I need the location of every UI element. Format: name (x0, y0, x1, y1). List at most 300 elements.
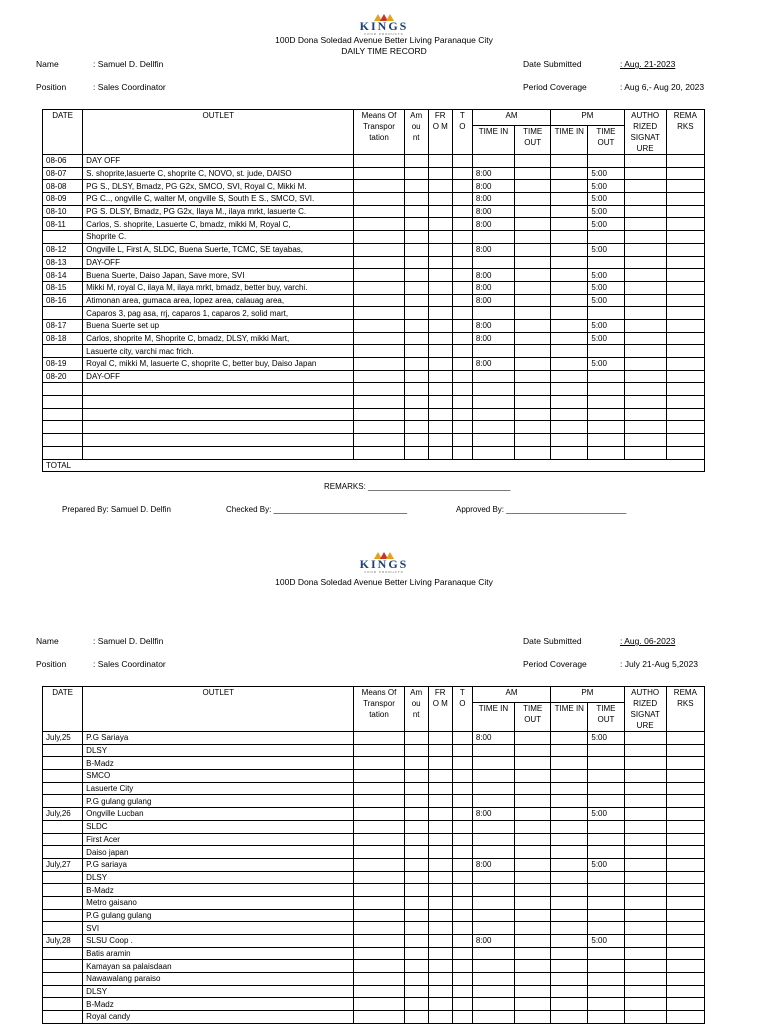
row-remarks (666, 732, 704, 745)
row-date (43, 998, 83, 1011)
row-from (428, 446, 452, 459)
row-means (354, 770, 404, 783)
row-date (43, 744, 83, 757)
row-date: 08-12 (43, 243, 83, 256)
row-to (452, 155, 472, 168)
row-amount (404, 345, 428, 358)
row-am-time-in: 8:00 (472, 332, 514, 345)
row-from (428, 358, 452, 371)
row-amount (404, 281, 428, 294)
time-record-table (42, 109, 705, 472)
table-row (43, 770, 705, 783)
row-means (354, 205, 404, 218)
row-amount (404, 858, 428, 871)
row-from (428, 757, 452, 770)
row-from (428, 421, 452, 434)
row-pm-time-in (551, 205, 588, 218)
row-amount (404, 269, 428, 282)
row-outlet: Mikki M, royal C, ilaya M, ilaya mrkt, bmadz, better buy, varchi. (83, 281, 354, 294)
row-from (428, 307, 452, 320)
row-means (354, 782, 404, 795)
date-submitted-value-2: : Aug. 06-2023 (620, 636, 676, 646)
col-pm-time-in: TIME IN (551, 125, 588, 154)
row-auth (624, 795, 666, 808)
row-pm-time-out (588, 846, 624, 859)
row-am-time-in (472, 896, 514, 909)
col-pm-time-in: TIME IN (551, 702, 588, 731)
row-am-time-in (472, 770, 514, 783)
table-row (43, 846, 705, 859)
row-to (452, 757, 472, 770)
row-means (354, 808, 404, 821)
row-am-time-out (515, 408, 551, 421)
row-remarks (666, 205, 704, 218)
row-amount (404, 909, 428, 922)
table-row (43, 732, 705, 745)
row-from (428, 947, 452, 960)
row-date: 08-08 (43, 180, 83, 193)
row-date (43, 985, 83, 998)
row-pm-time-out: 5:00 (588, 319, 624, 332)
row-date (43, 408, 83, 421)
row-remarks (666, 358, 704, 371)
row-date: 08-14 (43, 269, 83, 282)
crown-icon (352, 552, 416, 559)
row-from (428, 744, 452, 757)
row-means (354, 846, 404, 859)
col-pm: PM (551, 110, 624, 126)
row-pm-time-in (551, 770, 588, 783)
table-row (43, 808, 705, 821)
row-pm-time-out (588, 446, 624, 459)
row-date (43, 884, 83, 897)
row-pm-time-in (551, 935, 588, 948)
row-amount (404, 408, 428, 421)
crown-icon (352, 14, 416, 21)
row-remarks (666, 795, 704, 808)
row-remarks (666, 884, 704, 897)
row-date: 08-18 (43, 332, 83, 345)
row-means (354, 193, 404, 206)
row-from (428, 155, 452, 168)
row-auth (624, 1011, 666, 1024)
total-row: TOTAL (43, 459, 705, 472)
row-am-time-in (472, 960, 514, 973)
row-am-time-out (515, 808, 551, 821)
row-from (428, 770, 452, 783)
row-amount (404, 808, 428, 821)
row-remarks (666, 909, 704, 922)
row-from (428, 218, 452, 231)
row-from (428, 985, 452, 998)
row-amount (404, 871, 428, 884)
row-remarks (666, 307, 704, 320)
row-pm-time-out (588, 973, 624, 986)
row-pm-time-out (588, 370, 624, 383)
row-to (452, 960, 472, 973)
row-to (452, 358, 472, 371)
row-to (452, 421, 472, 434)
row-remarks (666, 383, 704, 396)
row-date: July,25 (43, 732, 83, 745)
row-pm-time-in (551, 434, 588, 447)
row-outlet (83, 421, 354, 434)
col-remarks: REMA RKS (666, 110, 704, 155)
row-am-time-out (515, 960, 551, 973)
row-am-time-in (472, 231, 514, 244)
row-means (354, 795, 404, 808)
row-date (43, 833, 83, 846)
row-amount (404, 833, 428, 846)
row-from (428, 180, 452, 193)
row-to (452, 243, 472, 256)
row-date (43, 434, 83, 447)
row-remarks (666, 1011, 704, 1024)
row-pm-time-out (588, 795, 624, 808)
table-row (43, 345, 705, 358)
col-am: AM (472, 110, 550, 126)
row-remarks (666, 193, 704, 206)
row-auth (624, 294, 666, 307)
row-outlet: First Acer (83, 833, 354, 846)
row-auth (624, 909, 666, 922)
row-remarks (666, 935, 704, 948)
row-am-time-in (472, 871, 514, 884)
row-date (43, 896, 83, 909)
row-auth (624, 846, 666, 859)
form-title: DAILY TIME RECORD (341, 46, 427, 56)
remarks-line: REMARKS: ________________________________ (324, 482, 511, 491)
row-am-time-out (515, 345, 551, 358)
row-to (452, 808, 472, 821)
row-outlet: Buena Suerte, Daiso Japan, Save more, SVI (83, 269, 354, 282)
row-date (43, 446, 83, 459)
row-to (452, 896, 472, 909)
row-pm-time-in (551, 256, 588, 269)
row-to (452, 446, 472, 459)
row-pm-time-in (551, 985, 588, 998)
row-date: 08-06 (43, 155, 83, 168)
table-row (43, 909, 705, 922)
row-from (428, 332, 452, 345)
table-row (43, 871, 705, 884)
row-auth (624, 408, 666, 421)
table-row (43, 421, 705, 434)
row-auth (624, 446, 666, 459)
row-pm-time-out: 5:00 (588, 205, 624, 218)
row-means (354, 434, 404, 447)
row-date (43, 960, 83, 973)
time-record-table-2 (42, 686, 705, 1024)
row-pm-time-out: 5:00 (588, 193, 624, 206)
row-outlet: B-Madz (83, 757, 354, 770)
row-to (452, 294, 472, 307)
date-submitted-value: : Aug. 21-2023 (620, 59, 676, 69)
row-auth (624, 231, 666, 244)
row-am-time-in: 8:00 (472, 732, 514, 745)
table-row (43, 795, 705, 808)
row-am-time-in (472, 947, 514, 960)
row-date: 08-11 (43, 218, 83, 231)
period-value: : Aug 6,- Aug 20, 2023 (620, 82, 705, 92)
row-from (428, 319, 452, 332)
row-pm-time-out: 5:00 (588, 358, 624, 371)
row-to (452, 998, 472, 1011)
row-outlet: S. shoprite,lasuerte C, shoprite C, NOVO, st. jude, DAISO (83, 167, 354, 180)
row-amount (404, 383, 428, 396)
row-date (43, 846, 83, 859)
table-row (43, 833, 705, 846)
row-to (452, 383, 472, 396)
row-amount (404, 180, 428, 193)
row-auth (624, 358, 666, 371)
row-am-time-out (515, 757, 551, 770)
row-remarks (666, 167, 704, 180)
row-means (354, 960, 404, 973)
row-from (428, 820, 452, 833)
row-pm-time-in (551, 421, 588, 434)
row-am-time-out (515, 935, 551, 948)
row-to (452, 770, 472, 783)
row-pm-time-out (588, 871, 624, 884)
col-to: T O (452, 687, 472, 732)
row-outlet: Ongville L, First A, SLDC, Buena Suerte, TCMC, SE tayabas, (83, 243, 354, 256)
row-auth (624, 281, 666, 294)
logo-tagline: FOOD PRODUCTS (364, 32, 404, 36)
row-from (428, 909, 452, 922)
row-auth (624, 269, 666, 282)
row-amount (404, 358, 428, 371)
row-amount (404, 985, 428, 998)
row-am-time-in: 8:00 (472, 281, 514, 294)
company-address: 100D Dona Soledad Avenue Better Living Paranaque City (275, 35, 493, 45)
date-submitted-label-2: Date Submitted (523, 636, 582, 646)
row-to (452, 820, 472, 833)
row-date (43, 947, 83, 960)
row-am-time-in (472, 383, 514, 396)
row-pm-time-out: 5:00 (588, 294, 624, 307)
row-am-time-in: 8:00 (472, 935, 514, 948)
row-auth (624, 319, 666, 332)
row-amount (404, 231, 428, 244)
row-auth (624, 808, 666, 821)
approved-by: Approved By: ___________________________ (456, 505, 627, 514)
table-row (43, 180, 705, 193)
position-value-2: : Sales Coordinator (93, 659, 166, 669)
row-am-time-out (515, 446, 551, 459)
row-auth (624, 218, 666, 231)
col-am-time-out: TIME OUT (515, 125, 551, 154)
row-remarks (666, 446, 704, 459)
col-date: DATE (43, 110, 83, 155)
row-remarks (666, 985, 704, 998)
row-remarks (666, 947, 704, 960)
table-row (43, 358, 705, 371)
row-amount (404, 998, 428, 1011)
row-remarks (666, 155, 704, 168)
row-pm-time-out: 5:00 (588, 935, 624, 948)
row-means (354, 370, 404, 383)
table-row (43, 243, 705, 256)
col-pm-time-out: TIME OUT (588, 702, 624, 731)
row-remarks (666, 782, 704, 795)
row-am-time-in (472, 370, 514, 383)
table-row (43, 896, 705, 909)
row-remarks (666, 370, 704, 383)
row-to (452, 434, 472, 447)
row-pm-time-in (551, 446, 588, 459)
row-date: July,26 (43, 808, 83, 821)
row-to (452, 408, 472, 421)
table-row (43, 307, 705, 320)
row-auth (624, 732, 666, 745)
row-auth (624, 167, 666, 180)
name-value: : Samuel D. Dellfin (93, 59, 164, 69)
checked-by: Checked By: ______________________________ (226, 505, 408, 514)
row-am-time-in (472, 998, 514, 1011)
row-date (43, 973, 83, 986)
period-value-2: : July 21-Aug 5,2023 (620, 659, 698, 669)
row-amount (404, 218, 428, 231)
row-pm-time-out (588, 434, 624, 447)
row-to (452, 218, 472, 231)
row-to (452, 884, 472, 897)
row-from (428, 281, 452, 294)
row-date (43, 231, 83, 244)
row-means (354, 1011, 404, 1024)
row-from (428, 935, 452, 948)
row-outlet: Royal C, mikki M, lasuerte C, shoprite C, better buy, Daiso Japan (83, 358, 354, 371)
row-outlet: Lasuerte City (83, 782, 354, 795)
row-am-time-out (515, 871, 551, 884)
table-row (43, 947, 705, 960)
row-means (354, 243, 404, 256)
row-means (354, 922, 404, 935)
row-from (428, 205, 452, 218)
row-to (452, 180, 472, 193)
row-date (43, 871, 83, 884)
row-remarks (666, 180, 704, 193)
row-am-time-out (515, 218, 551, 231)
row-remarks (666, 744, 704, 757)
row-am-time-out (515, 922, 551, 935)
row-remarks (666, 871, 704, 884)
row-date (43, 421, 83, 434)
row-am-time-out (515, 396, 551, 409)
row-pm-time-out: 5:00 (588, 218, 624, 231)
row-outlet: Carlos, S. shoprite, Lasuerte C, bmadz, mikki M, Royal C, (83, 218, 354, 231)
row-date: July,27 (43, 858, 83, 871)
row-pm-time-in (551, 383, 588, 396)
row-means (354, 269, 404, 282)
row-outlet: Lasuerte city, varchi mac frich. (83, 345, 354, 358)
row-amount (404, 782, 428, 795)
row-outlet: Atimonan area, gumaca area, lopez area, calauag area, (83, 294, 354, 307)
row-outlet: SLDC (83, 820, 354, 833)
row-pm-time-in (551, 896, 588, 909)
row-amount (404, 732, 428, 745)
row-pm-time-out (588, 998, 624, 1011)
row-means (354, 935, 404, 948)
row-am-time-in (472, 307, 514, 320)
row-auth (624, 985, 666, 998)
row-from (428, 732, 452, 745)
row-pm-time-in (551, 884, 588, 897)
row-date: 08-15 (43, 281, 83, 294)
row-outlet: DAY-OFF (83, 256, 354, 269)
row-outlet: P.G Sariaya (83, 732, 354, 745)
row-date (43, 307, 83, 320)
row-means (354, 871, 404, 884)
row-pm-time-in (551, 833, 588, 846)
row-am-time-out (515, 998, 551, 1011)
row-remarks (666, 294, 704, 307)
row-from (428, 1011, 452, 1024)
row-am-time-in (472, 408, 514, 421)
name-value-2: : Samuel D. Dellfin (93, 636, 164, 646)
row-outlet: Batis aramin (83, 947, 354, 960)
row-am-time-in: 8:00 (472, 167, 514, 180)
row-from (428, 922, 452, 935)
row-amount (404, 973, 428, 986)
row-auth (624, 858, 666, 871)
row-remarks (666, 973, 704, 986)
row-auth (624, 998, 666, 1011)
row-amount (404, 294, 428, 307)
row-date (43, 922, 83, 935)
row-pm-time-out (588, 155, 624, 168)
table-row (43, 370, 705, 383)
row-remarks (666, 960, 704, 973)
row-amount (404, 896, 428, 909)
row-am-time-out (515, 256, 551, 269)
row-amount (404, 960, 428, 973)
row-auth (624, 243, 666, 256)
row-am-time-in: 8:00 (472, 858, 514, 871)
row-pm-time-in (551, 307, 588, 320)
row-remarks (666, 833, 704, 846)
logo-wordmark: KINGS (359, 557, 409, 571)
row-from (428, 998, 452, 1011)
row-date (43, 345, 83, 358)
row-amount (404, 947, 428, 960)
row-auth (624, 332, 666, 345)
row-to (452, 307, 472, 320)
row-remarks (666, 319, 704, 332)
row-date (43, 1011, 83, 1024)
row-amount (404, 396, 428, 409)
row-pm-time-out (588, 985, 624, 998)
table-row (43, 332, 705, 345)
col-amount: Am ou nt (404, 687, 428, 732)
row-means (354, 307, 404, 320)
row-to (452, 167, 472, 180)
row-am-time-out (515, 1011, 551, 1024)
row-pm-time-out (588, 408, 624, 421)
col-pm: PM (551, 687, 624, 703)
row-pm-time-in (551, 820, 588, 833)
row-pm-time-in (551, 281, 588, 294)
row-amount (404, 319, 428, 332)
row-means (354, 256, 404, 269)
row-am-time-out (515, 243, 551, 256)
row-am-time-out (515, 193, 551, 206)
row-am-time-in (472, 256, 514, 269)
row-auth (624, 383, 666, 396)
row-means (354, 998, 404, 1011)
row-from (428, 408, 452, 421)
col-auth: AUTHO RIZED SIGNAT URE (624, 687, 666, 732)
